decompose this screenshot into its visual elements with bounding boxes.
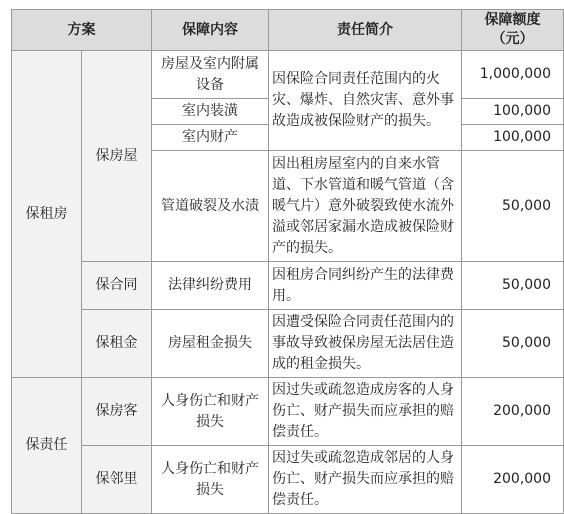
group-rent-money: 保租金 <box>82 310 152 378</box>
header-plan: 方案 <box>12 10 152 51</box>
table-row <box>12 446 564 514</box>
table-row <box>12 262 564 310</box>
insurance-plan-table <box>11 9 564 514</box>
row-item: 房屋租金损失 <box>152 310 269 378</box>
group-house: 保房屋 <box>82 51 152 262</box>
house-description: 因保险合同责任范围内的火灾、爆炸、自然灾害、意外事故造成被保险财产的损失。 <box>269 51 462 151</box>
header-summary: 责任简介 <box>269 10 462 51</box>
table-row <box>12 51 564 99</box>
row-description: 因过失或疏忽造成房客的人身伤亡、财产损失而应承担的赔偿责任。 <box>269 378 462 446</box>
insurance-plan-table-wrapper <box>11 9 564 514</box>
row-item: 人身伤亡和财产损失 <box>152 446 269 514</box>
row-amount: 200,000 <box>462 378 564 446</box>
row-item: 人身伤亡和财产损失 <box>152 378 269 446</box>
table-row <box>12 310 564 378</box>
header-amount-line1: 保障额度 <box>484 12 541 28</box>
group-contract: 保合同 <box>82 262 152 310</box>
row-item: 室内装潢 <box>152 99 269 125</box>
row-item: 法律纠纷费用 <box>152 262 269 310</box>
row-description: 因遭受保险合同责任范围内的事故导致被保房屋无法居住造成的租金损失。 <box>269 310 462 378</box>
header-amount <box>462 10 564 51</box>
row-item: 室内财产 <box>152 125 269 151</box>
row-description: 因过失或疏忽造成邻居的人身伤亡、财产损失而应承担的赔偿责任。 <box>269 446 462 514</box>
row-amount: 50,000 <box>462 262 564 310</box>
row-item: 管道破裂及水渍 <box>152 151 269 262</box>
group-liability: 保责任 <box>12 378 82 514</box>
header-coverage: 保障内容 <box>152 10 269 51</box>
row-description: 因租房合同纠纷产生的法律费用。 <box>269 262 462 310</box>
table-row <box>12 378 564 446</box>
row-amount: 50,000 <box>462 151 564 262</box>
row-amount: 100,000 <box>462 99 564 125</box>
row-item: 房屋及室内附属设备 <box>152 51 269 99</box>
row-amount: 100,000 <box>462 125 564 151</box>
row-amount: 200,000 <box>462 446 564 514</box>
table-header-row <box>12 10 564 51</box>
row-amount: 50,000 <box>462 310 564 378</box>
group-neighbor: 保邻里 <box>82 446 152 514</box>
row-description: 因出租房屋室内的自来水管道、下水管道和暖气管道（含暖气片）意外破裂致使水流外溢或邻居家漏水造成被保险财产的损失。 <box>269 151 462 262</box>
group-rent: 保租房 <box>12 51 82 378</box>
header-amount-line2: （元） <box>491 31 534 47</box>
group-tenant: 保房客 <box>82 378 152 446</box>
row-amount: 1,000,000 <box>462 51 564 99</box>
